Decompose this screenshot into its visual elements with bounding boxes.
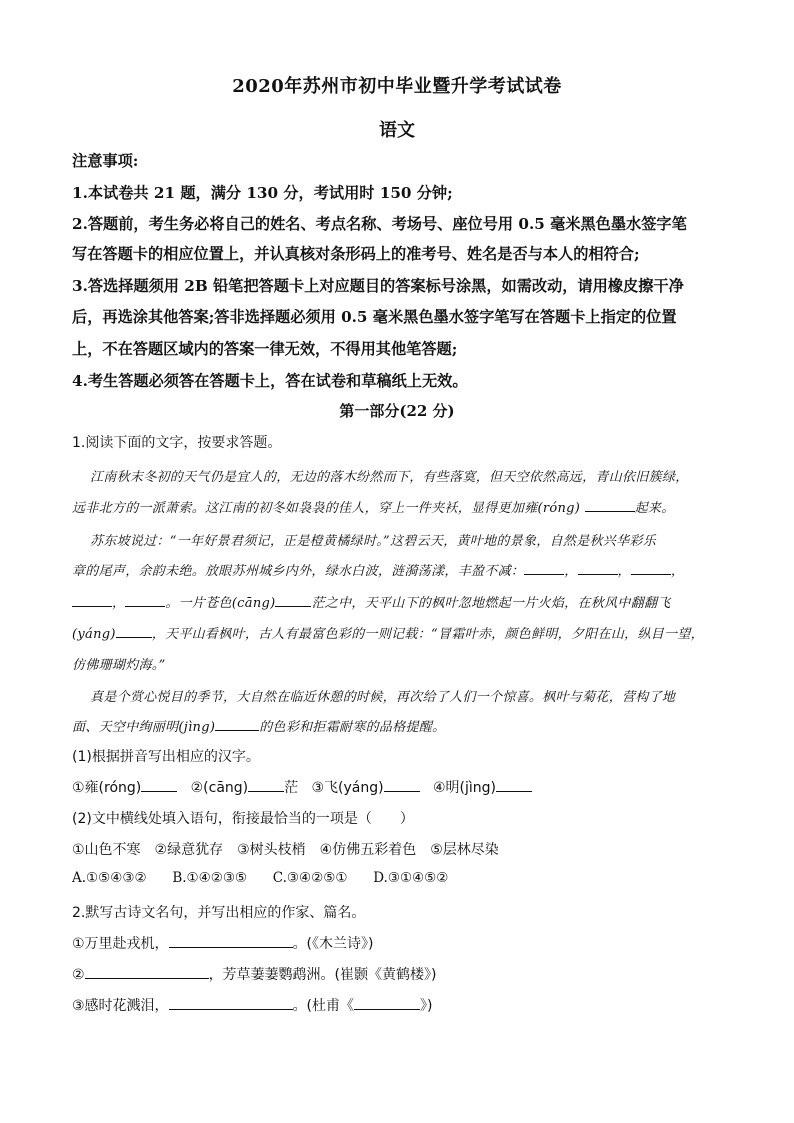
q1-para1-line1: 江南秋末冬初的天气仍是宜人的，无边的落木纷然而下，有些落寞，但天空依然高远，青山依旧簇绿， (90, 470, 689, 485)
q2-blank-1[interactable] (169, 933, 293, 948)
choice-d[interactable]: D.③①④⑤② (373, 870, 449, 886)
q2-line2 (72, 964, 722, 984)
note-1: 1.本试卷共 21 题，满分 130 分，考试用时 150 分钟; (72, 184, 453, 202)
q1-para2-line3: ， 。一片苍色(cāng) 茫之中，天平山下的枫叶忽地燃起一片火焰，在秋风中翻翻飞 (72, 592, 722, 611)
q2-line1-source: 。(《木兰诗》) (292, 936, 374, 952)
q2-blank-3[interactable] (169, 995, 293, 1010)
choice-a[interactable]: A.①⑤④③② (72, 870, 147, 886)
sub1-item-d: ④明(jìng) (432, 780, 496, 796)
q2-line2-text: ，芳草萋萋鹦鹉洲。(崔颢《黄鹤楼》) (208, 967, 437, 983)
q1-sub1-items (72, 777, 722, 797)
note-2a: 2.答题前，考生务必将自己的姓名、考点名称、考场号、座位号用 0.5 毫米黑色墨水签字笔 (72, 215, 687, 233)
blank-rong (585, 498, 635, 512)
q1-para2-text: 章的尾声，余韵未绝。放眼苏州城乡内外，绿水白波，涟漪荡漾，丰盈不减： (72, 564, 525, 579)
blank-cang (275, 593, 311, 607)
note-3b: 后，再选涂其他答案;答非选择题必须用 0.5 毫米黑色墨水签字笔写在答题卡上指定的位置 (72, 308, 677, 326)
sub1-item-a: ①雍(róng) (72, 780, 142, 796)
q1-para1-tail: 起来。 (634, 501, 675, 516)
q1-sub2: (2)文中横线处填入语句，衔接最恰当的一项是（ ） (72, 811, 414, 827)
blank-2 (578, 561, 618, 575)
answer-blank-c[interactable] (384, 777, 420, 792)
q1-para3-jing: 面、天空中绚丽明(jìng) (72, 720, 216, 735)
choice-c[interactable]: C.③④②⑤① (272, 870, 348, 886)
q2-prompt: 2.默写古诗文名句，并写出相应的作家、篇名。 (72, 905, 366, 921)
q2-line3 (72, 995, 722, 1015)
q2-line1 (72, 933, 722, 953)
q1-prompt: 1.阅读下面的文字，按要求答题。 (72, 435, 282, 451)
q1-para3-line1: 真是个赏心悦目的季节，大自然在临近休憩的时候，再次给了人们一个惊喜。枫叶与菊花，营构了地 (90, 690, 676, 705)
q1-para2-line2: 章的尾声，余韵未绝。放眼苏州城乡内外，绿水白波，涟漪荡漾，丰盈不减： ， ， ， (72, 560, 722, 579)
q2-blank-2[interactable] (85, 964, 209, 979)
sub1-item-b: ②(cāng) (190, 780, 249, 796)
answer-blank-b[interactable] (248, 777, 284, 792)
page-title: 2020年苏州市初中毕业暨升学考试试卷 (232, 76, 562, 97)
q2-line1-text: ①万里赴戎机， (72, 936, 169, 952)
q1-sub2-options: ①山色不寒 ②绿意犹存 ③树头枝梢 ④仿佛五彩着色 ⑤层林尽染 (72, 842, 499, 858)
choice-b[interactable]: B.①④②③⑤ (172, 870, 248, 886)
q1-para1-text: 远非北方的一派萧索。这江南的初冬如袅袅的佳人，穿上一件夹袄，显得更加雍(róng) (72, 501, 585, 516)
q2-blank-title[interactable] (354, 995, 420, 1010)
part1-heading: 第一部分(22 分) (339, 402, 455, 420)
q1-para2-record: ，天平山看枫叶，古人有最富色彩的一则记载：“冒霜叶赤，颜色鲜明，夕阳在山，纵目一望， (151, 627, 704, 642)
note-3a: 3.答选择题须用 2B 铅笔把答题卡上对应题目的答案标号涂黑，如需改动，请用橡皮擦干净 (72, 277, 684, 295)
notes-heading: 注意事项: (72, 152, 139, 170)
blank-3 (631, 561, 671, 575)
sub1-item-b2: 茫 (284, 780, 299, 796)
note-2b: 写在答题卡的相应位置上，并认真核对条形码上的准考号、姓名是否与本人的相符合; (72, 245, 640, 263)
note-4: 4.考生答题必须答在答题卡上，答在试卷和草稿纸上无效。 (72, 372, 468, 390)
q1-para2-cang: 。一片苍色(cāng) (165, 596, 276, 611)
q2-line3-close: 》) (420, 998, 433, 1014)
q2-line3-source: 。(杜甫《 (292, 998, 355, 1014)
sub1-item-c: ③飞(yáng) (311, 780, 384, 796)
q1-para3-tail: 的色彩和拒霜耐寒的品格提醒。 (259, 720, 446, 735)
q1-para3-line2 (72, 716, 722, 735)
blank-4 (72, 593, 112, 607)
q1-para2-line5: 仿佛珊瑚灼海。” (72, 658, 166, 673)
q1-choices (72, 870, 722, 886)
q1-para2-yang: (yáng) (72, 627, 116, 642)
q2-line2-num: ② (72, 967, 85, 983)
blank-yang (116, 624, 152, 638)
q1-para2-line4 (72, 623, 722, 642)
blank-5 (125, 593, 165, 607)
answer-blank-a[interactable] (141, 777, 177, 792)
blank-jing (215, 717, 259, 731)
q2-line3-text: ③感时花溅泪， (72, 998, 169, 1014)
note-3c: 上，不在答题区域内的答案一律无效，不得用其他笔答题; (72, 340, 458, 358)
q1-sub1: (1)根据拼音写出相应的汉字。 (72, 749, 260, 765)
q1-para2-mid: 茫之中，天平山下的枫叶忽地燃起一片火焰，在秋风中翻翻飞 (311, 596, 671, 611)
answer-blank-d[interactable] (496, 777, 532, 792)
q1-para2-line1: 苏东坡说过：“一年好景君须记，正是橙黄橘绿时。”这碧云天，黄叶地的景象，自然是秋兴华彩乐 (90, 534, 656, 549)
q1-para1-line2 (72, 497, 722, 516)
blank-1 (524, 561, 564, 575)
subject-title: 语文 (379, 120, 415, 141)
